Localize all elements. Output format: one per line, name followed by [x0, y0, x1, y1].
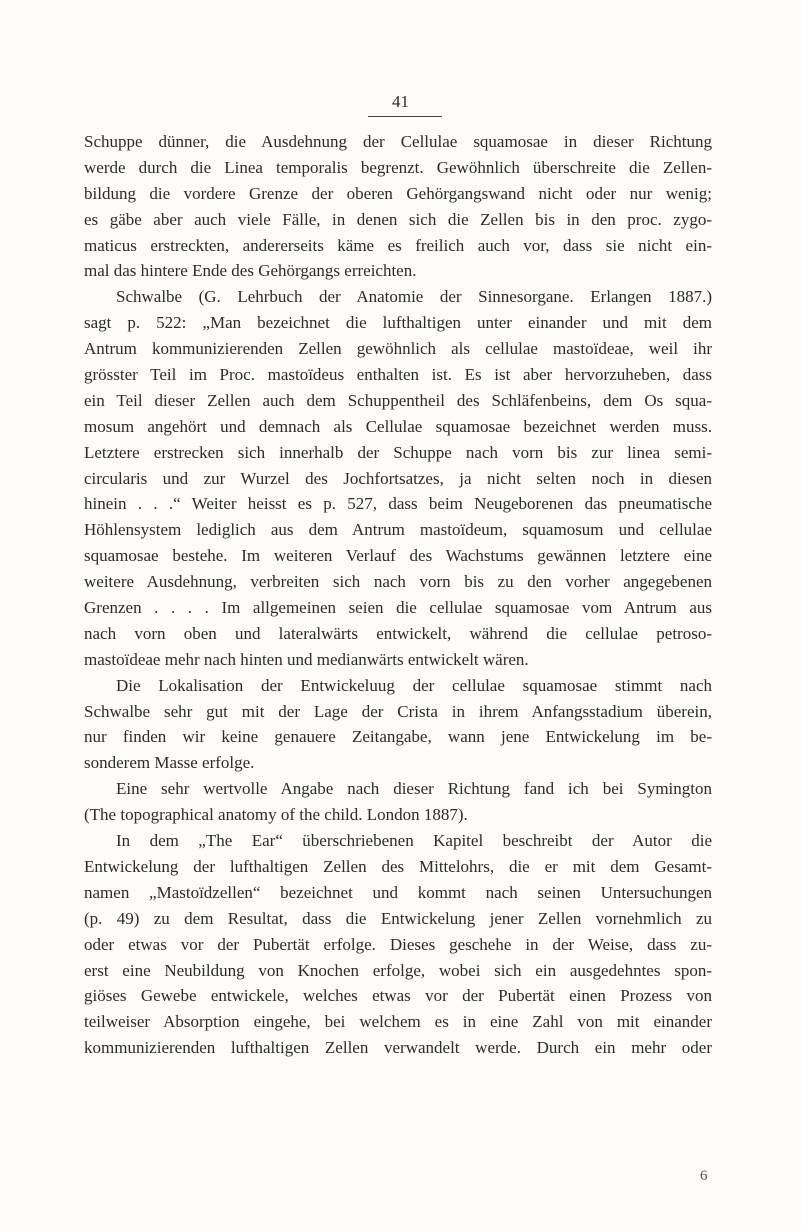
- text-line: (The topographical anatomy of the child. London 1887).: [84, 805, 468, 825]
- text-line: nach vorn oben und lateralwärts entwickelt, während die cellulae petroso-: [84, 623, 712, 643]
- text-line: teilweiser Absorption eingehe, bei welchem es in eine Zahl von mit einander: [84, 1012, 712, 1032]
- text-line: (p. 49) zu dem Resultat, dass die Entwickelung jener Zellen vornehmlich zu: [84, 908, 712, 928]
- text-line: es gäbe aber auch viele Fälle, in denen sich die Zellen bis in den proc. zygo-: [84, 209, 712, 229]
- text-line: Grenzen . . . . Im allgemeinen seien die cellulae squamosae vom Antrum aus: [84, 598, 712, 618]
- text-line: In dem „The Ear“ überschriebenen Kapitel beschreibt der Autor die: [116, 831, 712, 851]
- text-line: hinein . . .“ Weiter heisst es p. 527, dass beim Neugeborenen das pneumatische: [84, 494, 712, 514]
- text-line: Schwalbe sehr gut mit der Lage der Crista in ihrem Anfangsstadium überein,: [84, 701, 712, 721]
- body-text: [84, 129, 712, 1061]
- text-line: Antrum kommunizierenden Zellen gewöhnlich als cellulae mastoïdeae, weil ihr: [84, 339, 712, 359]
- text-line: squamosae bestehe. Im weiteren Verlauf des Wachstums gewännen letztere eine: [84, 546, 712, 566]
- text-line: giöses Gewebe entwickele, welches etwas vor der Pubertät einen Prozess von: [84, 986, 712, 1006]
- text-line: Eine sehr wertvolle Angabe nach dieser Richtung fand ich bei Symington: [116, 779, 712, 799]
- text-line: namen „Mastoïdzellen“ bezeichnet und kommt nach seinen Untersuchungen: [84, 882, 712, 902]
- text-line: sagt p. 522: „Man bezeichnet die lufthaltigen unter einander und mit dem: [84, 313, 712, 333]
- text-line: ein Teil dieser Zellen auch dem Schuppentheil des Schläfenbeins, dem Os squa-: [84, 390, 712, 410]
- text-line: Die Lokalisation der Entwickeluug der cellulae squamosae stimmt nach: [116, 675, 712, 695]
- text-line: erst eine Neubildung von Knochen erfolge, wobei sich ein ausgedehntes spon-: [84, 960, 712, 980]
- text-line: kommunizierenden lufthaltigen Zellen verwandelt werde. Durch ein mehr oder: [84, 1038, 712, 1058]
- text-line: nur finden wir keine genauere Zeitangabe, wann jene Entwickelung im be-: [84, 727, 712, 747]
- page-number-rule: [368, 116, 442, 117]
- text-line: Höhlensystem lediglich aus dem Antrum mastoïdeum, squamosum und cellulae: [84, 520, 712, 540]
- page-number: 41: [392, 92, 409, 111]
- text-line: Schuppe dünner, die Ausdehnung der Cellulae squamosae in dieser Richtung: [84, 132, 712, 151]
- text-line: bildung die vordere Grenze der oberen Gehörgangswand nicht oder nur wenig;: [84, 183, 712, 203]
- text-line: Schwalbe (G. Lehrbuch der Anatomie der Sinnesorgane. Erlangen 1887.): [116, 287, 712, 307]
- text-line: weitere Ausdehnung, verbreiten sich nach vorn bis zu den vorher angegebenen: [84, 572, 712, 592]
- text-line: mosum angehört und demnach als Cellulae squamosae bezeichnet werden muss.: [84, 416, 712, 436]
- text-line: werde durch die Linea temporalis begrenzt. Gewöhnlich überschreite die Zellen-: [84, 157, 712, 177]
- text-line: grösster Teil im Proc. mastoïdeus enthalten ist. Es ist aber hervorzuheben, dass: [84, 365, 712, 385]
- text-line: oder etwas vor der Pubertät erfolge. Dieses geschehe in der Weise, dass zu-: [84, 934, 712, 954]
- text-line: sonderem Masse erfolge.: [84, 753, 255, 773]
- text-line: mal das hintere Ende des Gehörgangs erreichten.: [84, 261, 417, 281]
- text-line: Letztere erstrecken sich innerhalb der Schuppe nach vorn bis zur linea semi-: [84, 442, 712, 462]
- text-line: circularis und zur Wurzel des Jochfortsatzes, ja nicht selten noch in diesen: [84, 468, 712, 488]
- text-line: maticus erstreckten, andererseits käme es freilich auch vor, dass sie nicht ein-: [84, 235, 712, 255]
- text-line: mastoïdeae mehr nach hinten und medianwärts entwickelt wären.: [84, 649, 529, 669]
- printer-signature: 6: [700, 1168, 708, 1184]
- text-line: Entwickelung der lufthaltigen Zellen des Mittelohrs, die er mit dem Gesamt-: [84, 856, 712, 876]
